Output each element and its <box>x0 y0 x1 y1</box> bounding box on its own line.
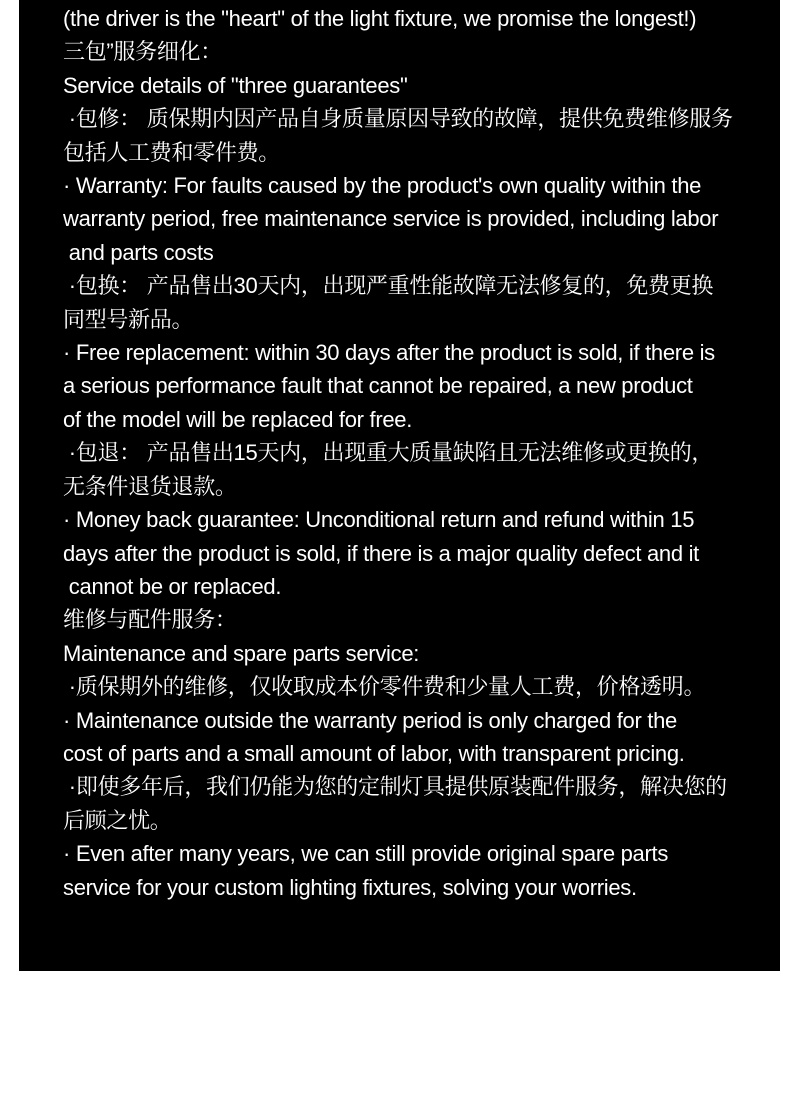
content-panel <box>19 0 780 971</box>
text-line: ·即使多年后，我们仍能为您的定制灯具提供原装配件服务，解决您的 <box>63 774 727 800</box>
text-line: service for your custom lighting fixtures, solving your worries. <box>63 874 637 900</box>
text-line: Service details of "three guarantees" <box>63 72 408 98</box>
text-line: 包括人工费和零件费。 <box>63 139 281 165</box>
text-line: ·包退： 产品售出15天内，出现重大质量缺陷且无法维修或更换的， <box>63 440 714 466</box>
text-line: ·包修： 质保期内因产品自身质量原因导致的故障，提供免费维修服务 <box>63 106 733 132</box>
text-line: Maintenance and spare parts service: <box>63 640 420 666</box>
text-line: and parts costs <box>63 239 214 265</box>
text-line: · Maintenance outside the warranty period is only charged for the <box>63 707 677 733</box>
text-line: · Money back guarantee: Unconditional return and refund within 15 <box>63 507 695 533</box>
text-line: 同型号新品。 <box>63 306 194 332</box>
text-line: 后顾之忧。 <box>63 807 172 833</box>
text-line: cannot be or replaced. <box>63 573 282 599</box>
text-line: · Warranty: For faults caused by the product's own quality within the <box>63 173 702 199</box>
text-line: · Even after many years, we can still provide original spare parts <box>63 841 669 867</box>
text-line: (the driver is the "heart" of the light fixture, we promise the longest!) <box>63 6 697 31</box>
text-line: warranty period, free maintenance service is provided, including labor <box>63 206 719 232</box>
text-line: ·包换： 产品售出30天内，出现严重性能故障无法修复的，免费更换 <box>63 273 714 299</box>
text-line: days after the product is sold, if there is a major quality defect and it <box>63 540 699 566</box>
text-line: 三包”服务细化： <box>63 39 222 65</box>
text-line: ·质保期外的维修，仅收取成本价零件费和少量人工费，价格透明。 <box>63 674 706 700</box>
text-line: · Free replacement: within 30 days after the product is sold, if there is <box>63 340 715 366</box>
text-line: a serious performance fault that cannot be repaired, a new product <box>63 373 693 399</box>
text-line: cost of parts and a small amount of labor, with transparent pricing. <box>63 740 685 766</box>
text-line: of the model will be replaced for free. <box>63 406 413 432</box>
service-text-block <box>63 2 776 904</box>
text-line: 无条件退货退款。 <box>63 473 237 499</box>
text-line: 维修与配件服务： <box>63 607 237 633</box>
